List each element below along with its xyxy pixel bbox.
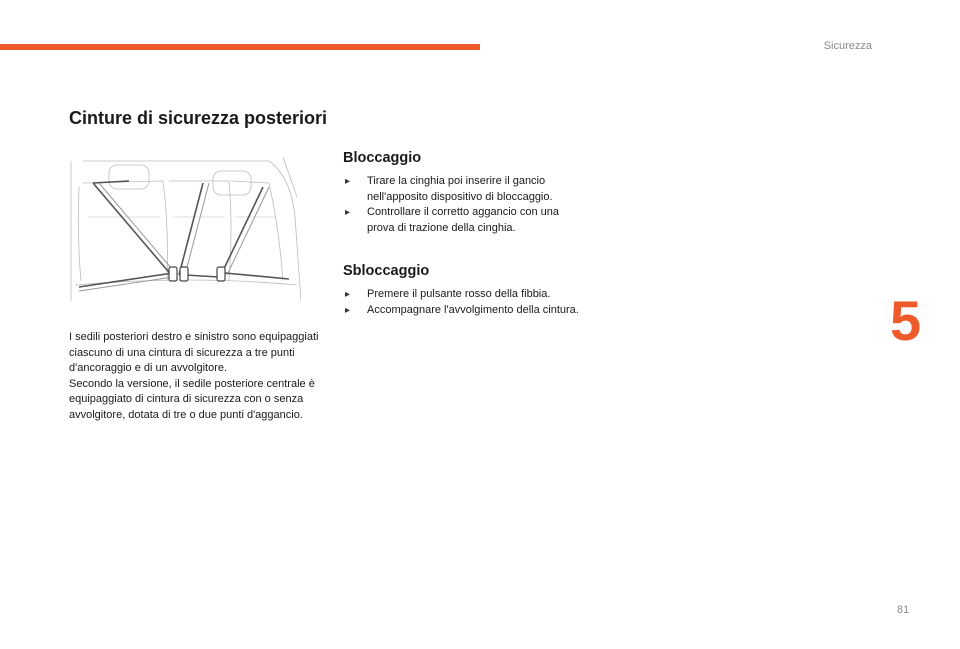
intro-text [69, 330, 319, 424]
list-item: ▸ Premere il pulsante rosso della fibbia. [343, 287, 583, 303]
list-item: ▸ Controllare il corretto aggancio con una prova di trazione della cinghia. [343, 205, 583, 236]
sbloccaggio-heading: Sbloccaggio [343, 263, 430, 279]
list-item: ▸ Tirare la cinghia poi inserire il gancio nell'apposito dispositivo di bloccaggio. [343, 174, 583, 205]
page-title: Cinture di sicurezza posteriori [69, 108, 328, 128]
header-accent-bar [0, 44, 480, 50]
rear-seatbelts-illustration [69, 157, 301, 301]
intro-paragraph-2: Secondo la versione, il sedile posteriore centrale è equipaggiato di cintura di sicurezza con o senza avvolgitore, dotata di tre o due punti d'aggancio. [69, 377, 315, 421]
intro-paragraph-1: I sedili posteriori destro e sinistro sono equipaggiati ciascuno di una cintura di sicurezza a tre punti d'ancoraggio e di un avvolgitore. [69, 331, 319, 375]
chapter-number: 5 [890, 289, 922, 352]
list-item: ▸ Accompagnare l'avvolgimento della cintura. [343, 303, 583, 319]
section-name: Sicurezza [823, 40, 872, 52]
sbloccaggio-list [343, 287, 583, 318]
bloccaggio-heading: Bloccaggio [343, 150, 422, 166]
bloccaggio-list [343, 174, 583, 236]
page-number: 81 [897, 604, 910, 616]
